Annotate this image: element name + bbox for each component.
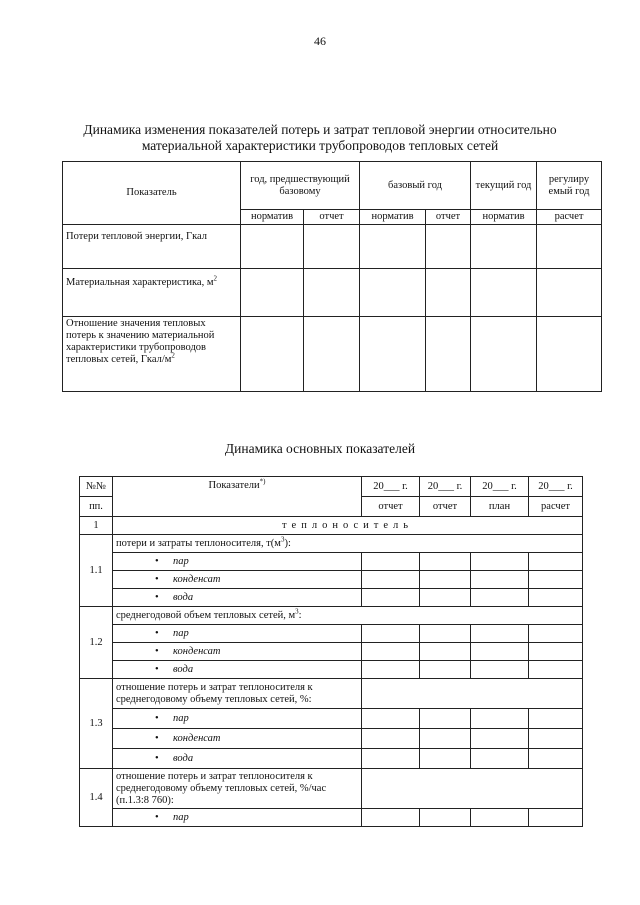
list-item: • конденсат <box>113 643 362 661</box>
list-item: • пар <box>113 625 362 643</box>
header-indicator: Показатель <box>63 162 241 225</box>
subheader-cell: отчет <box>426 210 471 225</box>
group-title: потери и затраты теплоносителя, $т(м^3)$: <box>113 535 583 553</box>
header-current-year: текущий год <box>471 162 537 210</box>
group-num: 1.4 <box>80 769 113 827</box>
table2-title: Динамика основных показателей <box>224 441 416 456</box>
table1-title-line1: Динамика изменения показателей потерь и затрат тепловой энергии относительно <box>83 122 557 137</box>
group-title: отношение потерь и затрат теплоносителя к среднегодовому объему тепловых сетей, %: <box>113 679 362 709</box>
group-num: 1.3 <box>80 679 113 769</box>
table1-title <box>40 122 600 154</box>
sub-cell: отчет <box>362 497 420 517</box>
header-num2: пп. <box>80 497 113 517</box>
subheader-cell: расчет <box>537 210 602 225</box>
list-item: • пар <box>113 553 362 571</box>
header-indicators: Показатели*) <box>113 477 362 517</box>
header-num: №№ <box>80 477 113 497</box>
sub-cell: отчет <box>420 497 471 517</box>
list-item: • вода <box>113 661 362 679</box>
heat-loss-table <box>62 161 602 392</box>
sub-cell: расчет <box>529 497 583 517</box>
sub-cell: план <box>471 497 529 517</box>
group-num: 1.2 <box>80 607 113 679</box>
table1-title-line2: материальной характеристики трубопроводов тепловых сетей <box>141 138 499 153</box>
list-item: • вода <box>113 589 362 607</box>
row-label: Материальная характеристика, $м^2$ <box>63 269 241 317</box>
page-number: 46 <box>314 34 326 48</box>
indicators-table <box>79 476 583 827</box>
group-title: среднегодовой объем тепловых сетей, $м^3$: <box>113 607 583 625</box>
subheader-cell: отчет <box>304 210 360 225</box>
year-cell: 20___ г. <box>471 477 529 497</box>
section-title: теплоноситель <box>113 517 583 535</box>
year-cell: 20___ г. <box>362 477 420 497</box>
list-item: • конденсат <box>113 571 362 589</box>
list-item: • пар <box>113 709 362 729</box>
list-item: • пар <box>113 809 362 827</box>
header-regulated-year: регулиру емый год <box>537 162 602 210</box>
list-item: • вода <box>113 749 362 769</box>
header-base-year: базовый год <box>360 162 471 210</box>
row-label: Отношение значения тепловых потерь к значению материальной характеристики трубопроводов тепловых сетей, Гкал/$м^2$ <box>63 317 241 392</box>
year-cell: 20___ г. <box>529 477 583 497</box>
year-cell: 20___ г. <box>420 477 471 497</box>
row-label: Потери тепловой энергии, Гкал <box>63 225 241 269</box>
subheader-cell: норматив <box>360 210 426 225</box>
header-prev-year: год, предшествующий базовому <box>241 162 360 210</box>
subheader-cell: норматив <box>471 210 537 225</box>
group-num: 1.1 <box>80 535 113 607</box>
group-title: отношение потерь и затрат теплоносителя к среднегодовому объему тепловых сетей, %/час (п.1.3:8 760): <box>113 769 362 809</box>
list-item: • конденсат <box>113 729 362 749</box>
subheader-cell: норматив <box>241 210 304 225</box>
section-num: 1 <box>80 517 113 535</box>
